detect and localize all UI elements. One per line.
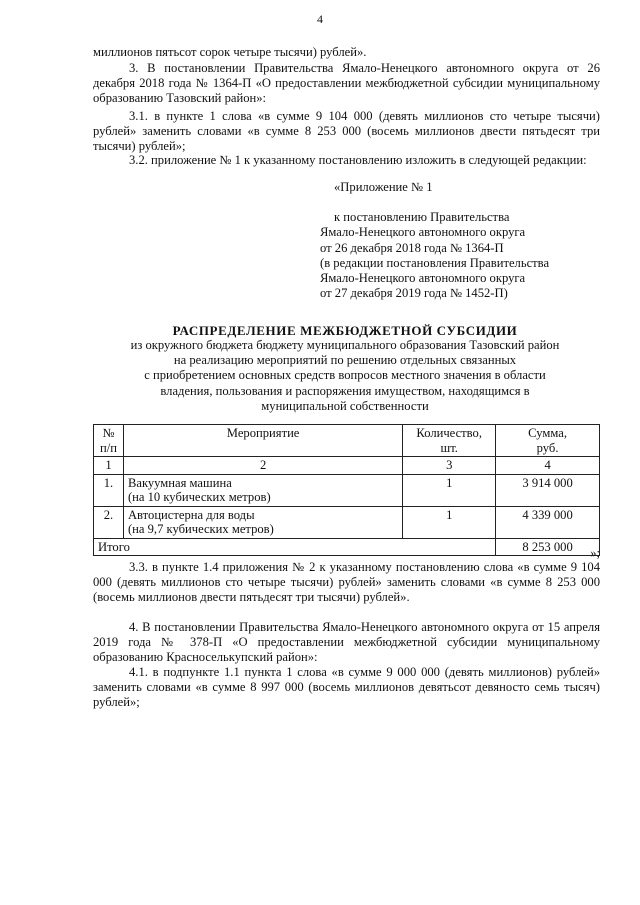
row-event-line2: (на 10 кубических метров) [127,490,271,504]
row-qty: 1 [403,474,496,506]
table-header-row [94,425,600,457]
row-event [123,506,402,538]
paragraph-3-2: 3.2. приложение № 1 к указанному постановлению изложить в следующей редакции: [129,153,587,167]
subtitle-line: из окружного бюджета бюджету муниципального образования Тазовский район [130,338,560,352]
header-num-line2: п/п [99,440,117,455]
paragraph-continuation: миллионов пятьсот сорок четыре тысячи) рублей». [93,45,367,59]
row-num: 2. [94,506,124,538]
row-qty: 1 [403,506,496,538]
column-number: 3 [403,457,496,475]
row-num: 1. [94,474,124,506]
header-num-line1: № [102,426,115,440]
paragraph-4-1: 4.1. в подпункте 1.1 пункта 1 слова «в сумме 9 000 000 (девять миллионов) рублей» заменить словами «в сумме 8 997 000 (восемь миллионов девятьсот девяносто семь тысяч) рублей»; [93,665,600,710]
subtitle-line: с приобретением основных средств вопросов местного значения в области [144,368,546,383]
row-sum: 4 339 000 [496,506,600,538]
subtitle-line: владения, пользования и распоряжения имуществом, находящимся в [160,383,530,398]
table-row [94,506,600,538]
row-sum: 3 914 000 [496,474,600,506]
column-number: 4 [496,457,600,475]
header-qty-line2: шт. [440,440,458,455]
row-event-line2: (на 9,7 кубических метров) [127,522,274,536]
appendix-header [320,180,614,301]
column-number: 2 [123,457,402,475]
appendix-line: «Приложение № 1 [334,180,433,194]
header-sum [496,425,600,457]
header-sum-line2: руб. [536,440,559,455]
distribution-table [93,424,600,556]
subtitle-line: на реализацию мероприятий по решению отдельных связанных [173,353,517,368]
header-qty [403,425,496,457]
appendix-line: от 26 декабря 2018 года № 1364-П [320,240,504,255]
subtitle-line: муниципальной собственности [261,398,429,413]
header-num [94,425,124,457]
row-event-line1: Вакуумная машина [127,475,232,490]
total-label: Итого [94,538,496,556]
total-sum: 8 253 000 [496,538,600,556]
appendix-line: (в редакции постановления Правительства [320,255,550,270]
paragraph-3: 3. В постановлении Правительства Ямало-Ненецкого автономного округа от 26 декабря 2018 года № 1364-П «О предоставлении межбюджетной субсидии муниципальному образованию Тазовский район»: [93,61,600,106]
column-number-row [94,457,600,475]
header-sum-line1: Сумма, [528,426,567,440]
column-number: 1 [94,457,124,475]
header-event: Мероприятие [123,425,402,457]
document-subtitle [90,338,600,414]
header-qty-line1: Количество, [416,426,482,440]
row-event-line1: Автоцистерна для воды [127,507,255,522]
closing-quote: »; [590,546,600,560]
appendix-line: Ямало-Ненецкого автономного округа [320,271,526,286]
row-event [123,474,402,506]
document-title: РАСПРЕДЕЛЕНИЕ МЕЖБЮДЖЕТНОЙ СУБСИДИИ [172,323,518,338]
table-row [94,474,600,506]
appendix-spacer [334,195,614,210]
total-row [94,538,600,556]
paragraph-3-3: 3.3. в пункте 1.4 приложения № 2 к указанному постановлению слова «в сумме 9 104 000 (девять миллионов сто четыре тысячи) рублей» заменить словами «в сумме 8 253 000 (восемь миллионов двести пятьдесят три тысячи) рублей». [93,560,600,605]
appendix-line: к постановлению Правительства [334,210,510,225]
paragraph-4: 4. В постановлении Правительства Ямало-Ненецкого автономного округа от 15 апреля 2019 года № 378-П «О предоставлении межбюджетной субсидии муниципальному образованию Красноселькупский район»: [93,620,600,665]
appendix-line: от 27 декабря 2019 года № 1452-П) [320,286,508,301]
appendix-line: Ямало-Ненецкого автономного округа [320,225,526,240]
page-number: 4 [317,12,323,26]
paragraph-3-1: 3.1. в пункте 1 слова «в сумме 9 104 000 (девять миллионов сто четыре тысячи) рублей» заменить словами «в сумме 8 253 000 (восемь миллионов двести пятьдесят три тысячи) рублей»; [93,109,600,154]
